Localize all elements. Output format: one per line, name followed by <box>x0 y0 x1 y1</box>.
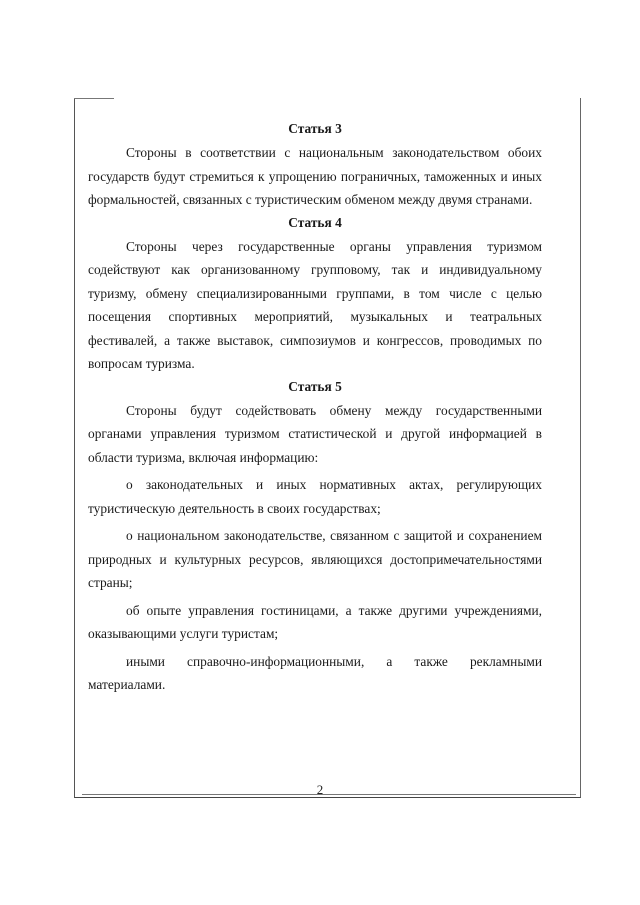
article-paragraph: Стороны через государственные органы управления туризмом содействуют как организованному групповому, так и индивидуальному туризму, обмену специализированными группами, в том числе с целью посещения спортивных мероприятий, музыкальных и театральных фестивалей, а также выставок, симпозиумов и конгрессов, проводимых по вопросам туризма. <box>88 238 542 371</box>
article-3 <box>88 118 542 212</box>
document-body <box>88 118 542 697</box>
article-title: Статья 4 <box>288 214 342 230</box>
article-paragraph: Стороны в соответствии с национальным законодательством обоих государств будут стремиться к упрощению пограничных, таможенных и иных формальностей, связанных с туристическим обменом между двумя странами. <box>88 145 542 207</box>
article-list-item: иными справочно-информационными, а также рекламными материалами. <box>88 653 542 692</box>
article-4 <box>88 212 542 376</box>
page-number: 2 <box>316 782 324 797</box>
article-list-item: о национальном законодательстве, связанном с защитой и сохранением природных и культурных ресурсов, являющихся достопримечательностями страны; <box>88 528 542 590</box>
article-title: Статья 3 <box>288 121 342 136</box>
article-title: Статья 5 <box>288 378 342 394</box>
article-paragraph: Стороны будут содействовать обмену между государственными органами управления туризмом статистической и другой информацией в области туризма, включая информацию: <box>88 402 542 465</box>
article-5 <box>88 376 542 697</box>
article-list-item: о законодательных и иных нормативных актах, регулирующих туристическую деятельность в своих государствах; <box>88 477 542 516</box>
frame-top-mark <box>74 98 114 99</box>
article-list-item: об опыте управления гостиницами, а также другими учреждениями, оказывающими услуги туристам; <box>88 602 542 641</box>
